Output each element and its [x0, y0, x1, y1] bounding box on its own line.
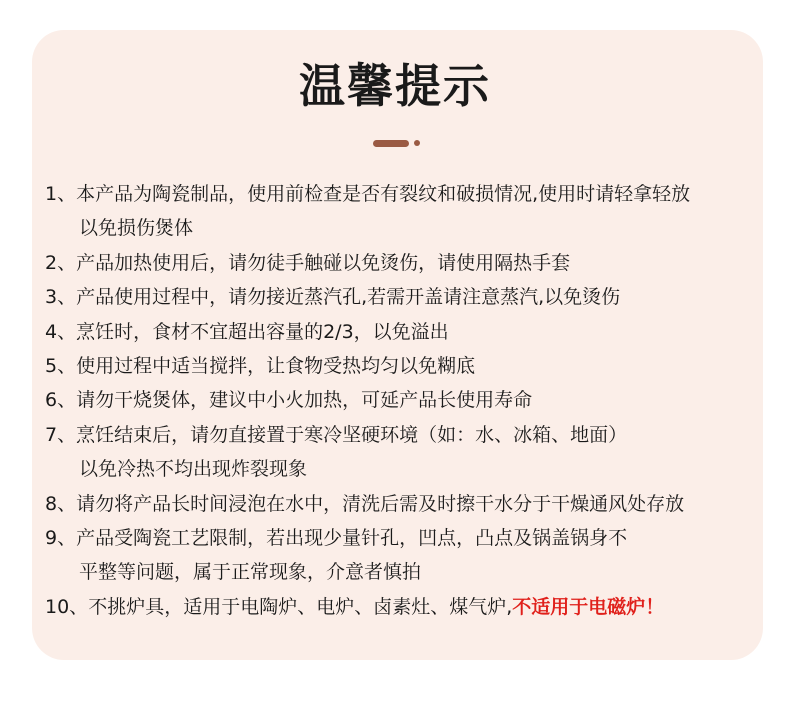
item-text: 请勿将产品长时间浸泡在水中，清洗后需及时擦干水分于干燥通风处存放	[76, 492, 685, 515]
list-item	[45, 177, 760, 211]
item-text: 请勿干烧煲体，建议中小火加热，可延产品长使用寿命	[76, 389, 533, 412]
list-item-continuation	[45, 452, 760, 486]
item-number: 3、	[45, 286, 77, 309]
list-item	[45, 418, 760, 452]
item-number: 4、	[45, 320, 77, 343]
list-item	[45, 349, 760, 383]
notice-list	[45, 177, 760, 624]
divider-bar	[373, 140, 409, 147]
item-text: 以免冷热不均出现炸裂现象	[79, 458, 308, 481]
item-number: 6、	[45, 389, 77, 412]
item-number: 8、	[45, 492, 77, 515]
item-number: 7、	[45, 423, 77, 446]
item-text: 产品使用过程中，请勿接近蒸汽孔,若需开盖请注意蒸汽,以免烫伤	[76, 286, 621, 309]
item-number: 1、	[45, 183, 77, 205]
item-text: 以免损伤煲体	[79, 217, 194, 240]
list-item	[45, 246, 760, 280]
item-text: 本产品为陶瓷制品，使用前检查是否有裂纹和破损情况,使用时请轻拿轻放	[76, 183, 691, 205]
list-item	[45, 280, 760, 314]
item-text: 产品受陶瓷工艺限制，若出现少量针孔，凹点，凸点及锅盖锅身不	[76, 527, 628, 550]
item-number: 5、	[45, 355, 77, 378]
list-item-continuation	[45, 555, 760, 589]
item-text: 平整等问题，属于正常现象，介意者慎拍	[79, 561, 422, 584]
divider-dot	[414, 140, 420, 146]
item-text: 烹饪结束后，请勿直接置于寒冷坚硬环境（如：水、冰箱、地面）	[76, 423, 628, 446]
page-title: 温馨提示	[299, 59, 491, 113]
warning-text: 不适用于电磁炉！	[512, 595, 665, 618]
item-text: 使用过程中适当搅拌，让食物受热均匀以免糊底	[76, 355, 476, 378]
list-item	[45, 315, 760, 349]
list-item-continuation	[45, 211, 760, 245]
list-item	[45, 590, 760, 624]
item-number: 9、	[45, 527, 77, 550]
item-text: 产品加热使用后，请勿徒手触碰以免烫伤，请使用隔热手套	[76, 251, 571, 274]
list-item	[45, 521, 760, 555]
item-text: 不挑炉具，适用于电陶炉、电炉、卤素灶、煤气炉,	[88, 595, 513, 618]
title-divider	[373, 139, 420, 147]
list-item	[45, 487, 760, 521]
item-number: 2、	[45, 251, 77, 274]
item-number: 10、	[45, 595, 89, 618]
item-text: 烹饪时，食材不宜超出容量的2/3，以免溢出	[76, 320, 449, 343]
list-item	[45, 383, 760, 417]
